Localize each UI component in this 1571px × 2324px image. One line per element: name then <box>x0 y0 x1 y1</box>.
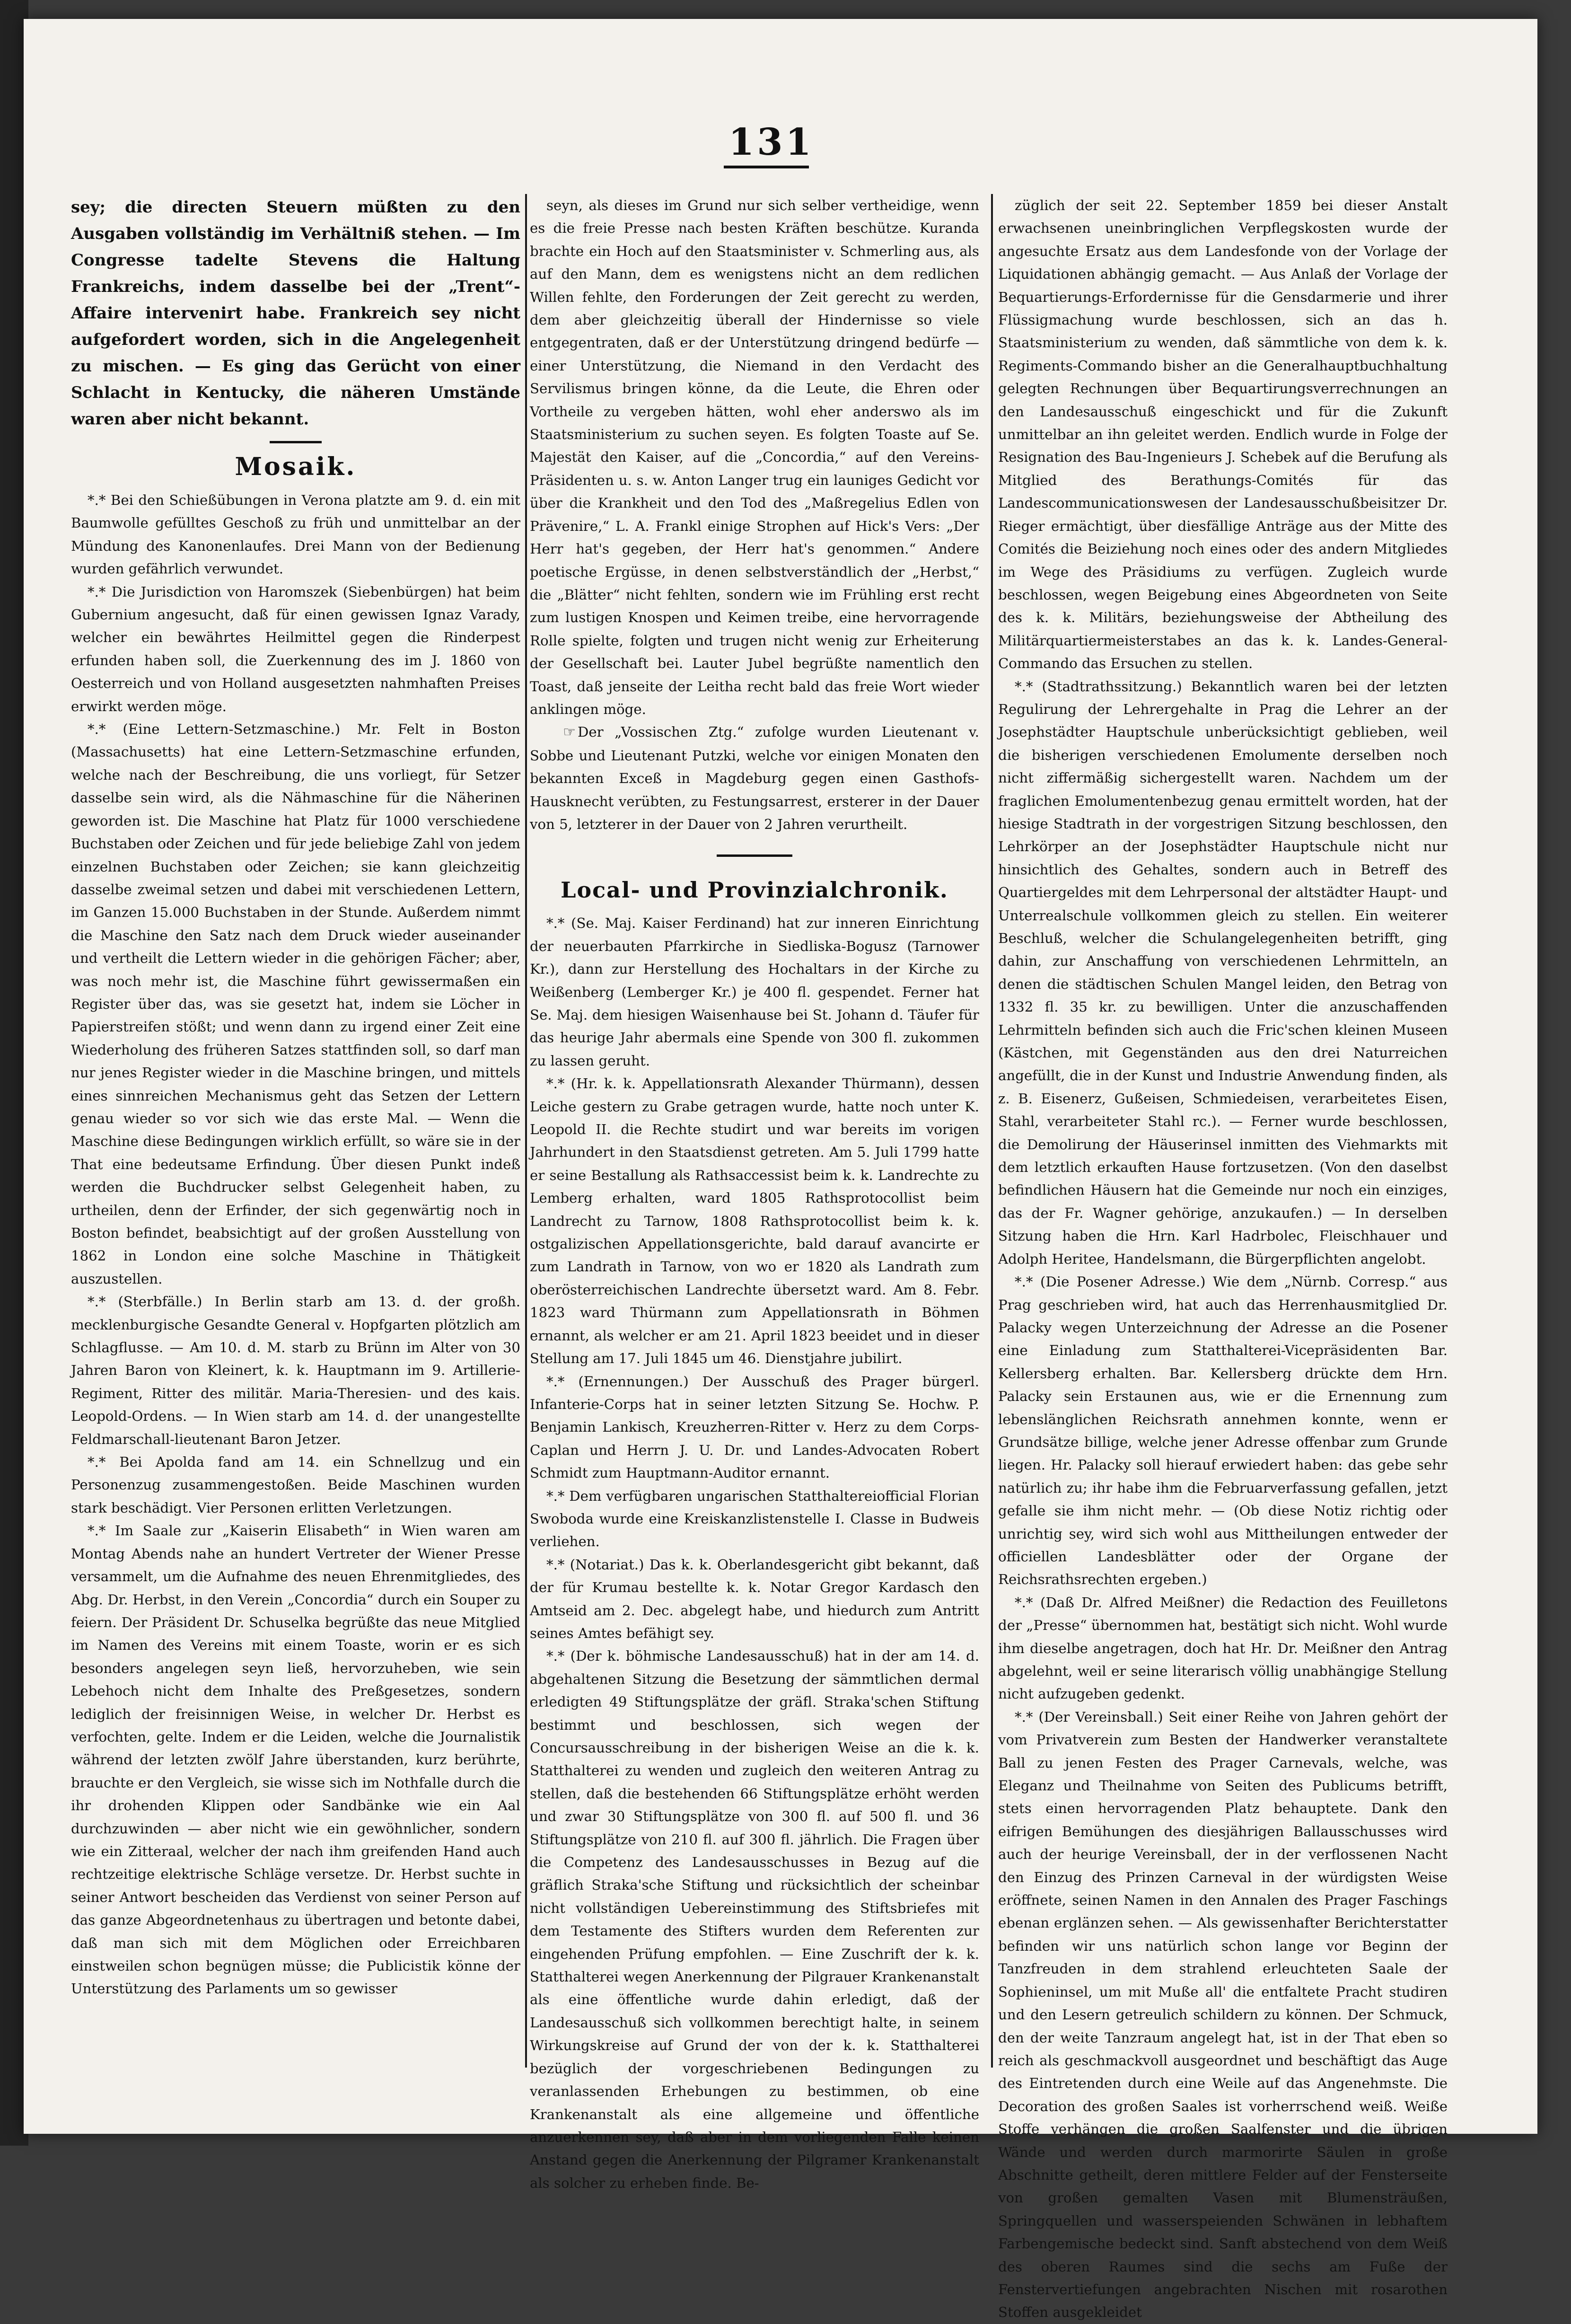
article-text: Der „Vossischen Ztg.“ zufolge wurden Lieutenant v. Sobbe und Lieutenant Putzki, welche vor einigen Monaten den bekannten Exceß in Magdeburg gegen einen Gasthofs-Hausknecht verübten, zu Festungsarrest, ersterer in der Dauer von 5, letzterer in der Dauer von 2 Jahren verurtheilt. <box>530 724 979 832</box>
section-heading-local-chronicle: Local- und Provinzialchronik. <box>561 877 948 903</box>
article-paragraph: *.* Bei Apolda fand am 14. ein Schnellzug und ein Personenzug zusammengestoßen. Beide Maschinen wurden stark beschädigt. Vier Personen erlitten Verletzungen. <box>71 1454 520 1516</box>
page-number: 131 <box>728 121 814 164</box>
pointing-hand-icon: ☞ <box>563 724 576 741</box>
article-paragraph: *.* (Eine Lettern-Setzmaschine.) Mr. Felt in Boston (Massachusetts) hat eine Lettern-Setzmaschine erfunden, welche nach der Beschreibung, die uns vorliegt, für Setzer dasselbe sein wird, als die Nähmaschine für die Näherinen geworden ist. Die Maschine hat Platz für 1000 verschiedene Buchstaben oder Zeichen und für jede beliebige Zahl von jedem einzelnen Buchstaben oder Zeichen; sie kann gleichzeitig dasselbe zweimal setzen und dabei mit verschiedenen Lettern, im Ganzen 15.000 Buchstaben in der Stunde. Außerdem nimmt die Maschine den Satz nach dem Druck wieder auseinander und vertheilt die Lettern wieder in die gehörigen Fächer; aber, was noch mehr ist, die Maschine führt gewissermaßen ein Register über das, was sie gesetzt hat, indem sie Löcher in Papierstreifen stößt; und wenn dann zu irgend einer Zeit eine Wiederholung des früheren Satzes stattfinden soll, so darf man nur jenes Register wieder in die Maschine bringen, und mittels eines sinnreichen Mechanismus geht das Setzen der Lettern genau wieder so vor sich wie das erste Mal. — Wenn die Maschine diese Bedingungen wirklich erfüllt, so wäre sie in der That eine bedeutsame Erfindung. Über diesen Punkt indeß werden die Buchdrucker selbst Gelegenheit haben, zu urtheilen, denn der Erfinder, der sich gegenwärtig noch in Boston befindet, beabsichtigt auf der großen Ausstellung von 1862 in London eine solche Maschine in Thätigkeit auszustellen. <box>71 721 520 1287</box>
newspaper-page <box>24 19 1537 2321</box>
section-rule <box>717 854 792 857</box>
article-paragraph: seyn, als dieses im Grund nur sich selber vertheidige, wenn es die freie Presse nach besten Kräften beschütze. Kuranda brachte ein Hoch auf den Staatsminister v. Schmerling aus, als auf den Mann, dem es wenigstens nicht an dem redlichen Willen fehlte, den Forderungen der Zeit gerecht zu werden, dem aber gleichzeitig überall der Hindernisse so viele entgegentraten, daß er der Unterstützung dringend bedürfe — einer Unterstützung, die Niemand in den Verdacht des Servilismus bringen könne, da die Leute, die Ehren oder Vortheile zu vergeben hätten, wohl eher anderswo als im Staatsministerium zu suchen seyen. Es folgten Toaste auf Se. Majestät den Kaiser, auf die „Concordia,“ auf den Vereins-Präsidenten u. s. w. Anton Langer trug ein launiges Gedicht vor über die Krankheit und den Tod des „Maßregelius Edlen von Prävenire,“ L. A. Frankl einige Strophen auf Hick's Vers: „Der Herr hat's gegeben, der Herr hat's genommen.“ Andere poetische Ergüsse, in denen selbstverständlich der „Herbst,“ die „Blätter“ nicht fehlten, sondern wie im Frühling erst recht zum lustigen Knospen und Keimen treibe, eine hervorragende Rolle spielte, folgten und trugen nicht wenig zur Erheiterung der Gesellschaft bei. Lauter Jubel begrüßte namentlich den Toast, daß jenseite der Leitha recht bald das freie Wort wieder anklingen möge. <box>530 197 979 717</box>
article-paragraph: *.* (Der Vereinsball.) Seit einer Reihe von Jahren gehört der vom Privatverein zum Besten der Handwerker veranstaltete Ball zu jenen Festen des Prager Carnevals, welche, was Eleganz und Theilnahme von Seiten des Publicums betrifft, stets einen hervorragenden Platz behauptete. Dank den eifrigen Bemühungen des diesjährigen Ballausschusses wird auch der heurige Vereinsball, der in der verflossenen Nacht den Einzug des Prinzen Carneval in der würdigsten Weise eröffnete, seinen Namen in den Annalen des Prager Faschings ebenan erglänzen sehen. — Als gewissenhafter Berichterstatter befinden wir uns natürlich schon lange vor Beginn der Tanzfreuden in dem strahlend erleuchteten Saale der Sophieninsel, um mit Muße all' die entfaltete Pracht studiren und den Lesern getreulich schildern zu können. Der Schmuck, den der weite Tanzraum angelegt hat, ist in der That eben so reich als geschmackvoll ausgeordnet und beschäftigt das Auge des Eintretenden durch eine Weile auf das Angenehmste. Die Decoration des großen Saales ist vorherrschend weiß. Weiße Stoffe verhängen die großen Saalfenster und die übrigen Wände und werden durch marmorirte Säulen in große Abschnitte getheilt, deren mittlere Felder auf der Fensterseite von großen gemalten Vasen mit Blumensträußen, Springquellen und wasserspeienden Schwänen in lebhaftem Farbengemische bedeckt sind. Sanft abstechend von dem Weiß des oberen Raumes sind die sechs am Fuße der Fenstervertiefungen angebrachten Nischen mit rosarothen Stoffen ausgekleidet <box>998 1708 1448 2321</box>
article-paragraph: *.* (Ernennungen.) Der Ausschuß des Prager bürgerl. Infanterie-Corps hat in seiner letzten Sitzung Se. Hochw. P. Benjamin Lankisch, Kreuzherren-Ritter v. Herz zu dem Corps-Caplan und Herrn J. U. Dr. und Landes-Advocaten Robert Schmidt zum Hauptmann-Auditor ernannt. <box>530 1373 979 1481</box>
article-paragraph: *.* (Hr. k. k. Appellationsrath Alexander Thürmann), dessen Leiche gestern zu Grabe getragen wurde, hatte noch unter K. Leopold II. die Rechte studirt und war bereits im vorigen Jahrhundert in den Staatsdienst getreten. Am 5. Juli 1799 hatte er seine Bestallung als Rathsaccessist beim k. k. Landrechte zu Lemberg erhalten, ward 1805 Rathsprotocollist beim Landrecht zu Tarnow, 1808 Rathsprotocollist beim k. k. ostgalizischen Appellationsgerichte, bald darauf avancirte er zum Landrath in Tarnow, von wo er 1820 als Landrath zum oberösterreichischen Landrechte übersetzt ward. Am 8. Febr. 1823 ward Thürmann zum Appellationsrath in Böhmen ernannt, als welcher er am 21. April 1823 beeidet und in dieser Stellung am 17. Juli 1845 um 46. Dienstjahre jubilirt. <box>530 1075 979 1367</box>
article-paragraph: *.* (Die Posener Adresse.) Wie dem „Nürnb. Corresp.“ aus Prag geschrieben wird, hat auch das Herrenhausmitglied Dr. Palacky wegen Unterzeichnung der Adresse an die Posener eine Einladung zum Statthalterei-Vicepräsidenten Bar. Kellersberg erhalten. Bar. Kellersberg drückte dem Hrn. Palacky sein Erstaunen aus, wie er die Ernennung zum lebenslänglichen Reichsrath annehmen konnte, wenn er Grundsätze billige, welche jener Adresse offenbar zum Grunde liegen. Hr. Palacky soll hierauf erwiedert haben: das gebe sehr natürlich zu; ihr habe ihm die Februarverfassung gefallen, jetzt gefalle sie ihm nicht mehr. — (Ob diese Notiz richtig oder unrichtig sey, wird sich wohl aus Mittheilungen entweder der officiellen Landesblätter oder der Organe der Reichsrathsrechten ergeben.) <box>998 1274 1448 1588</box>
article-paragraph: *.* (Se. Maj. Kaiser Ferdinand) hat zur inneren Einrichtung der neuerbauten Pfarrkirche in Siedliska-Bogusz (Tarnower Kr.), dann zur Herstellung des Hochaltars in der Kirche zu Weißenberg (Lemberger Kr.) je 400 fl. gespendet. Ferner hat Se. Maj. dem hiesigen Waisenhause bei St. Johann d. Täufer für das heurige Jahr abermals eine Spende von 300 fl. zukommen zu lassen geruht. <box>530 915 979 1069</box>
section-heading-mosaik: Mosaik. <box>235 452 357 481</box>
column-divider <box>525 194 527 2068</box>
column-left <box>71 194 520 2079</box>
continued-news-text: sey; die directen Steuern müßten zu den Ausgaben vollständig im Verhältniß stehen. — Im Congresse tadelte Stevens die Haltung Frankreichs, indem dasselbe bei der „Trent“-Affaire intervenirt habe. Frankreich sey nicht aufgefordert worden, sich in die Angelegenheit zu mischen. — Es ging das Gerücht von einer Schlacht in Kentucky, die näheren Umstände waren aber nicht bekannt. <box>71 198 520 429</box>
page-number-rule <box>724 166 809 168</box>
column-divider <box>991 194 993 2068</box>
article-paragraph: *.* (Stadtrathssitzung.) Bekanntlich waren bei der letzten Regulirung der Lehrergehalte in Prag die Lehrer an der Josephstädter Hauptschule unberücksichtigt geblieben, weil die bisherigen verschiedenen Emolumente derselben noch nicht ziffermäßig sichergestellt waren. Nachdem um der fraglichen Emolumentenbezug genau ermittelt worden, hat der hiesige Stadtrath in der vorgestrigen Sitzung beschlossen, den Lehrkörper an der Josephstädter Hauptschule nicht nur hinsichtlich des Gehaltes, sondern auch in Betreff des Quartiergeldes mit dem Lehrpersonal der altstädter Haupt- und Unterrealschule vollkommen gleich zu stellen. Ein weiterer Beschluß, welcher die Schulangelegenheiten betrifft, ging dahin, zur Anschaffung von verschiedenen Lehrmitteln, an denen die städtischen Schulen Mangel leiden, den Betrag von 1332 fl. 35 kr. zu bewilligen. Unter die anzuschaffenden Lehrmitteln befinden sich auch die Fric'schen kleinen Museen (Kästchen, mit Gegenständen aus den drei Naturreichen angefüllt, die in der Kunst und Industrie Anwendung finden, als z. B. Eisenerz, Gußeisen, Schmiedeisen, verarbeitetes Eisen, Stahl, verarbeiteter Stahl rc.). — Ferner wurde beschlossen, die Demolirung der Häuserinsel inmitten des Viehmarkts mit dem letztlich erkauften Hause fortzusetzen. (Von den daselbst befindlichen Häusern hat die Gemeinde nur noch ein einziges, das der Fr. Wagner gehörige, anzukaufen.) — In derselben Sitzung haben die Hrn. Karl Hadrbolec, Fleischhauer und Adolph Heritee, Handelsmann, die Bürgerpflichten angelobt. <box>998 678 1448 1267</box>
article-paragraph: *.* (Der k. böhmische Landesausschuß) hat in der am 14. d. abgehaltenen Sitzung die Besetzung der sämmtlichen dermal erledigten 49 Stiftungsplätze der gräfl. Straka'schen Stiftung bestimmt und beschlossen, sich wegen der Concursausschreibung in der bisherigen Weise an die k. k. Statthalterei zu wenden und zugleich den weiteren Antrag zu stellen, daß die bestehenden 66 Stiftungsplätze erhöht werden und zwar 30 Stiftungsplätze von 300 fl. auf 500 fl. und 36 Stiftungsplätze von 210 fl. auf 300 fl. jährlich. Die Fragen über die Competenz des Landesausschusses in Bezug auf die gräflich Straka'sche Stiftung und rücksichtlich der scheinbar nicht vollständigen Uebereinstimmung des Stiftsbriefes mit dem Testamente des Stifters wurden dem Referenten zur eingehenden Prüfung empfohlen. — Eine Zuschrift der k. k. Statthalterei wegen Anerkennung der Pilgrauer Krankenanstalt als eine öffentliche wurde dahin erledigt, daß der Landesausschuß sich vollkommen berechtigt halte, in seinem Wirkungskreise auf Grund der von der k. k. Statthalterei bezüglich der vorgeschriebenen Bedingungen zu veranlassenden Erhebungen zu bestimmen, ob eine Krankenanstalt als eine allgemeine und öffentliche anzuerkennen sey, daß aber in dem vorliegenden Falle keinen Anstand gegen die Anerkennung der Pilgramer Krankenanstalt als solcher zu erheben finde. Be- <box>530 1648 979 2191</box>
article-paragraph: züglich der seit 22. September 1859 bei dieser Anstalt erwachsenen uneinbringlichen Verpflegskosten wurde der angesuchte Ersatz aus dem Landesfonde von der Vorlage der Liquidationen abhängig gemacht. — Aus Anlaß der Vorlage der Bequartierungs-Erfordernisse für die Gensdarmerie und ihrer Flüssigmachung wurde beschlossen, sich an das h. Staatsministerium zu wenden, daß sämmtliche von dem k. k. Regiments-Commando bisher an die Generalhauptbuchhaltung gelegten Rechnungen über Bequartirungsverrechnungen an den Landesausschuß eingeschickt und für die Zukunft unmittelbar an ihn geleitet werden. Endlich wurde in Folge der Resignation des Bau-Ingenieurs J. Schebek auf die Berufung als Mitglied des Berathungs-Comités für das Landescommunicationswesen der Landesausschußbeisitzer Dr. Rieger ermächtigt, über diesfällige Anträge aus der Mitte des Comités die Beiziehung noch eines oder des andern Mitgliedes im Wege des Präsidiums zu verfügen. Zugleich wurde beschlossen, wegen Beigebung eines Abgeordneten von Seite des k. k. Militärs, beziehungsweise der Abtheilung des Militärquartiermeisterstabes an das k. k. Landes-General-Commando das Ersuchen zu stellen. <box>998 197 1448 672</box>
article-paragraph <box>530 721 979 836</box>
column-middle <box>530 194 979 2191</box>
article-paragraph: *.* Die Jurisdiction von Haromszek (Siebenbürgen) hat beim Gubernium angesucht, daß für einen gewissen Ignaz Varady, welcher ein bewährtes Heilmittel gegen die Rinderpest erfunden haben soll, die Zuerkennung des im J. 1860 von Oesterreich und von Holland ausgesetzten nahmhaften Preises erwirkt werden möge. <box>71 583 520 714</box>
article-paragraph: *.* (Sterbfälle.) In Berlin starb am 13. d. der großh. mecklenburgische Gesandte General v. Hopfgarten plötzlich am Schlagflusse. — Am 10. d. M. starb zu Brünn im Alter von 30 Jahren Baron von Kleinert, k. k. Hauptmann im 9. Artillerie-Regiment, Ritter des militär. Maria-Theresien- und des kais. Leopold-Ordens. — In Wien starb am 14. d. der unangestellte Feldmarschall-lieutenant Baron Jetzer. <box>71 1294 520 1447</box>
article-paragraph: *.* Im Saale zur „Kaiserin Elisabeth“ in Wien waren am Montag Abends nahe an hundert Vertreter der Wiener Presse versammelt, um die Aufnahme des neuen Ehrenmitgliedes, des Abg. Dr. Herbst, in den Verein „Concordia“ durch ein Souper zu feiern. Der Präsident Dr. Schuselka begrüßte das neue Mitglied im Namen des Vereins mit einem Toaste, worin er es sich besonders angelegen seyn ließ, hervorzuheben, wie sein Lebehoch nicht dem Inhalte des Preßgesetzes, sondern lediglich der freisinnigen Weise, in welcher Dr. Herbst es verfochten, gelte. Indem er die Leiden, welche die Journalistik während der letzten zwölf Jahre überstanden, kurz berührte, brauchte er den Vergleich, sie wisse sich im Nothfalle durch die ihr drohenden Klippen oder Sandbänke wie ein Aal durchzuwinden — aber nicht wie ein gewöhnlicher, sondern wie ein Zitteraal, welcher der nach ihm greifenden Hand auch rechtzeitige elektrische Schläge versetze. Dr. Herbst suchte in seiner Antwort bescheiden das Verdienst von seiner Person auf das ganze Abgeordnetenhaus zu übertragen und betonte dabei, daß man sich mit dem Möglichen oder Erreichbaren einstweilen schon begnügen müsse; die Publicistik könne der Unterstützung des Parlaments um so gewisser <box>71 1523 520 1997</box>
article-paragraph: *.* Dem verfügbaren ungarischen Statthaltereiofficial Florian Swoboda wurde eine Kreiskanzlistenstelle I. Classe in Budweis verliehen. <box>530 1488 979 1550</box>
section-rule <box>270 441 322 443</box>
column-right <box>998 194 1448 2321</box>
article-paragraph: *.* (Daß Dr. Alfred Meißner) die Redaction des Feuilletons der „Presse“ übernommen hat, bestätigt sich nicht. Wohl wurde ihm dieselbe angetragen, doch hat Hr. Dr. Meißner den Antrag abgelehnt, weil er seine literarisch völlig unabhängige Stellung nicht aufzugeben gedenkt. <box>998 1594 1448 1702</box>
article-paragraph: *.* (Notariat.) Das k. k. Oberlandesgericht gibt bekannt, daß der für Krumau bestellte k. k. Notar Gregor Kardasch den Amtseid am 2. Dec. abgelegt habe, und hiedurch zum Antritt seines Amtes befähigt sey. <box>530 1556 979 1641</box>
article-paragraph: *.* Bei den Schießübungen in Verona platzte am 9. d. ein mit Baumwolle gefülltes Geschoß zu früh und unmittelbar an der Mündung des Kanonenlaufes. Drei Mann von der Bedienung wurden gefährlich verwundet. <box>71 492 520 577</box>
